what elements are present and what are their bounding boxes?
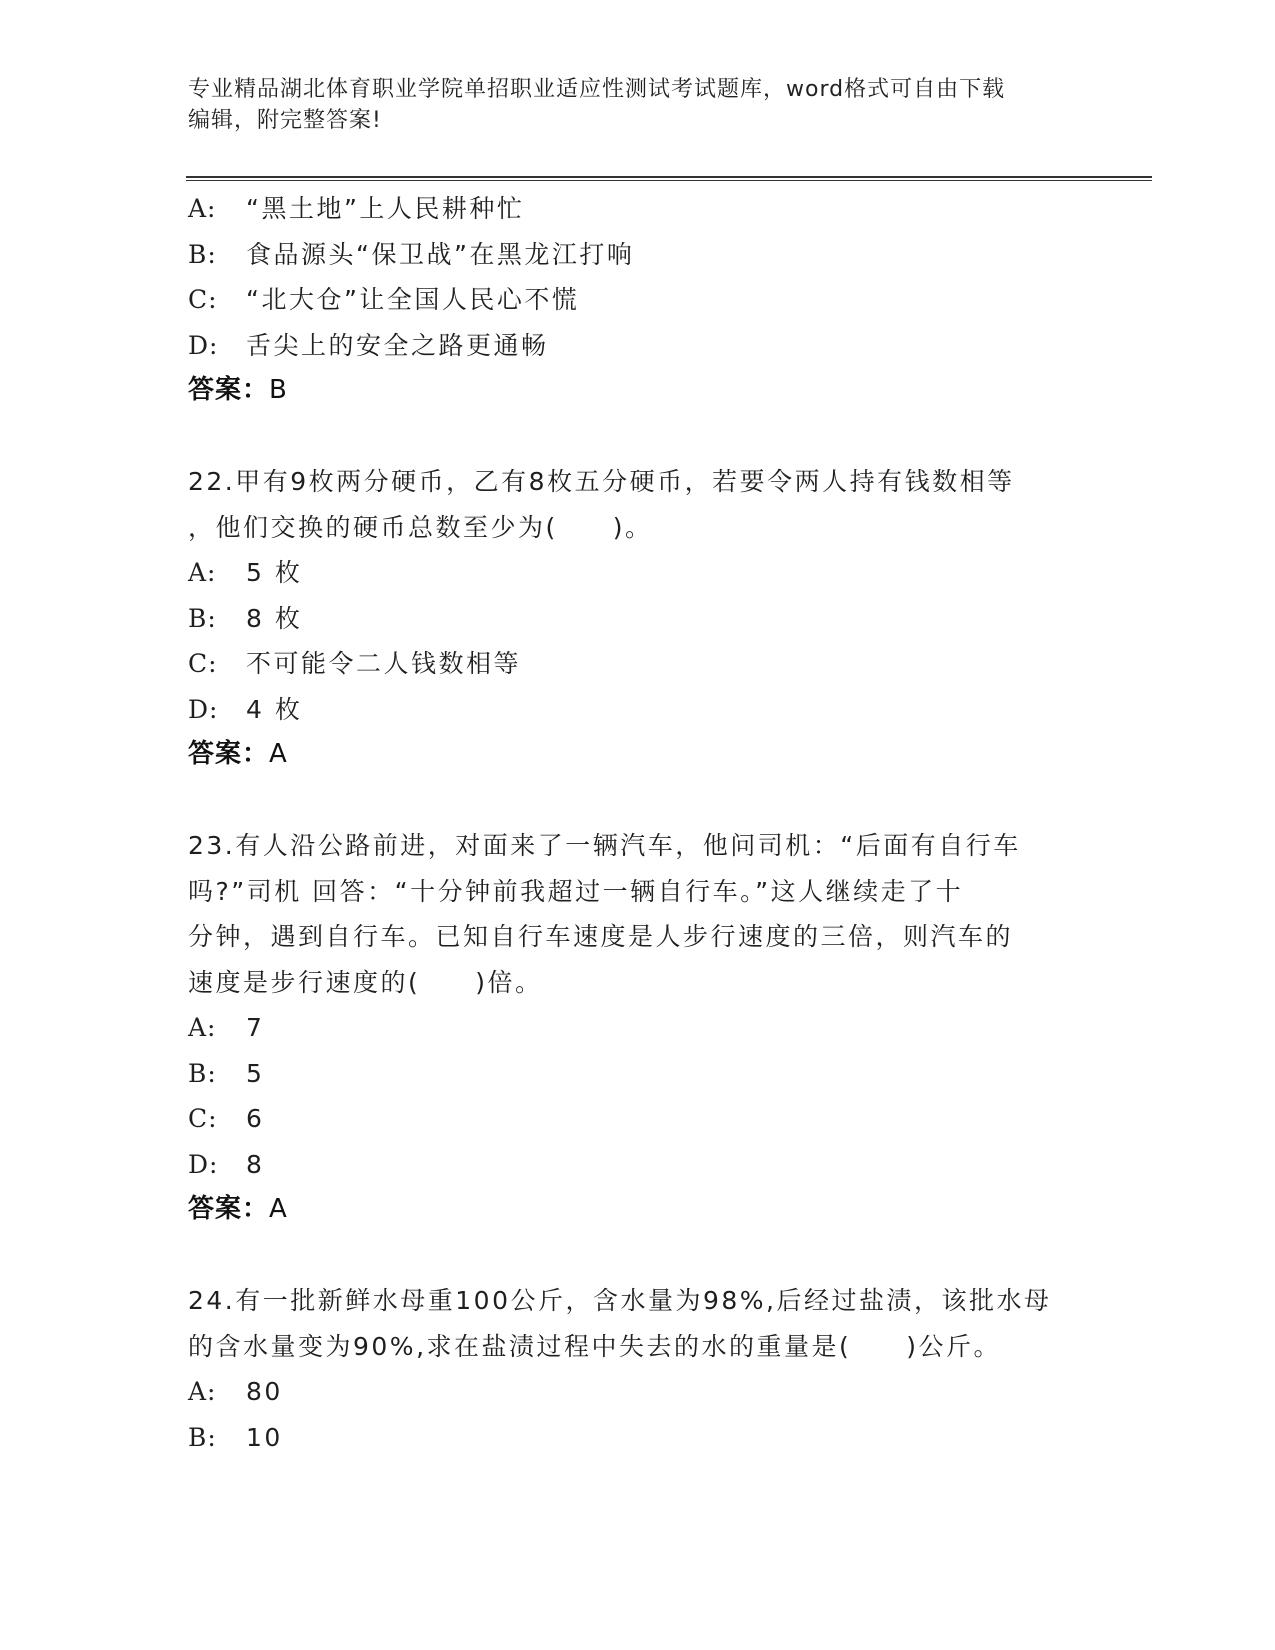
option-letter: A:: [188, 1013, 217, 1042]
option-d: [188, 687, 1088, 733]
option-b: [188, 1415, 1088, 1461]
question-line: 24.有一批新鲜水母重100公斤，含水量为98%,后经过盐渍，该批水母: [188, 1286, 1052, 1315]
option-letter: A:: [188, 1377, 217, 1406]
option-text: 7: [246, 1013, 265, 1042]
option-text: 4 枚: [246, 694, 303, 724]
option-letter: D:: [188, 330, 219, 360]
answer-value: A: [269, 739, 288, 769]
answer-line: [188, 368, 1088, 414]
document-header: [188, 74, 1088, 136]
answer-value: B: [269, 375, 288, 405]
option-c: [188, 641, 1088, 687]
answer-line: [188, 1187, 1088, 1233]
option-b: [188, 1051, 1088, 1097]
option-text: “黑土地”上人民耕种忙: [246, 194, 525, 223]
option-c: [188, 1096, 1088, 1142]
answer-label: 答案：: [188, 375, 270, 405]
option-text: 8 枚: [246, 603, 303, 633]
option-letter: A:: [188, 194, 217, 223]
header-line-2: 编辑，附完整答案!: [188, 108, 382, 133]
option-letter: D:: [188, 1149, 219, 1179]
question-line: 分钟，遇到自行车。已知自行车速度是人步行速度的三倍，则汽车的: [188, 922, 1014, 951]
option-b: [188, 596, 1088, 642]
option-a: [188, 550, 1088, 596]
option-letter: B:: [188, 239, 217, 269]
option-a: [188, 1369, 1088, 1415]
option-text: 舌尖上的安全之路更通畅: [246, 330, 549, 360]
option-letter: C:: [188, 1104, 218, 1133]
question-list: [188, 186, 1088, 1460]
question-line: 22.甲有9枚两分硬币，乙有8枚五分硬币，若要令两人持有钱数相等: [188, 467, 1015, 496]
option-d: [188, 1142, 1088, 1188]
option-letter: D:: [188, 694, 219, 724]
option-c: [188, 277, 1088, 323]
option-text: 5: [246, 1058, 265, 1088]
answer-label: 答案：: [188, 739, 270, 769]
question-text: [188, 459, 1088, 550]
option-text: 6: [246, 1104, 265, 1133]
option-d: [188, 323, 1088, 369]
option-letter: C:: [188, 285, 218, 314]
answer-label: 答案：: [188, 1194, 270, 1224]
option-letter: B:: [188, 1422, 217, 1452]
option-letter: B:: [188, 1058, 217, 1088]
option-text: 5 枚: [246, 558, 303, 587]
option-text: 80: [246, 1377, 283, 1406]
option-letter: B:: [188, 603, 217, 633]
option-a: [188, 186, 1088, 232]
spacer: [188, 778, 1088, 824]
header-divider: [186, 176, 1152, 181]
question-line: 吗?”司机 回答：“十分钟前我超过一辆自行车。”这人继续走了十: [188, 876, 964, 906]
option-text: 食品源头“保卫战”在黑龙江打响: [246, 239, 635, 269]
question-block-23: [188, 823, 1088, 1233]
option-text: “北大仓”让全国人民心不慌: [246, 285, 580, 314]
option-letter: A:: [188, 558, 217, 587]
option-text: 8: [246, 1149, 265, 1179]
spacer: [188, 414, 1088, 460]
question-line: 速度是步行速度的( )倍。: [188, 967, 543, 997]
question-line: 23.有人沿公路前进，对面来了一辆汽车，他问司机：“后面有自行车: [188, 831, 1021, 860]
question-text: [188, 1278, 1088, 1369]
header-line-1: 专业精品湖北体育职业学院单招职业适应性测试考试题库，word格式可自由下载: [188, 77, 1006, 102]
question-line: ，他们交换的硬币总数至少为( )。: [188, 512, 653, 542]
option-letter: C:: [188, 649, 218, 678]
option-text: 10: [246, 1422, 283, 1452]
option-a: [188, 1005, 1088, 1051]
question-text: [188, 823, 1088, 1005]
spacer: [188, 1233, 1088, 1279]
option-b: [188, 232, 1088, 278]
question-block-24: [188, 1278, 1088, 1460]
answer-value: A: [269, 1194, 288, 1224]
option-text: 不可能令二人钱数相等: [246, 649, 522, 678]
answer-line: [188, 732, 1088, 778]
question-block-22: [188, 459, 1088, 778]
question-line: 的含水量变为90%,求在盐渍过程中失去的水的重量是( )公斤。: [188, 1331, 1002, 1361]
question-block-21: [188, 186, 1088, 414]
